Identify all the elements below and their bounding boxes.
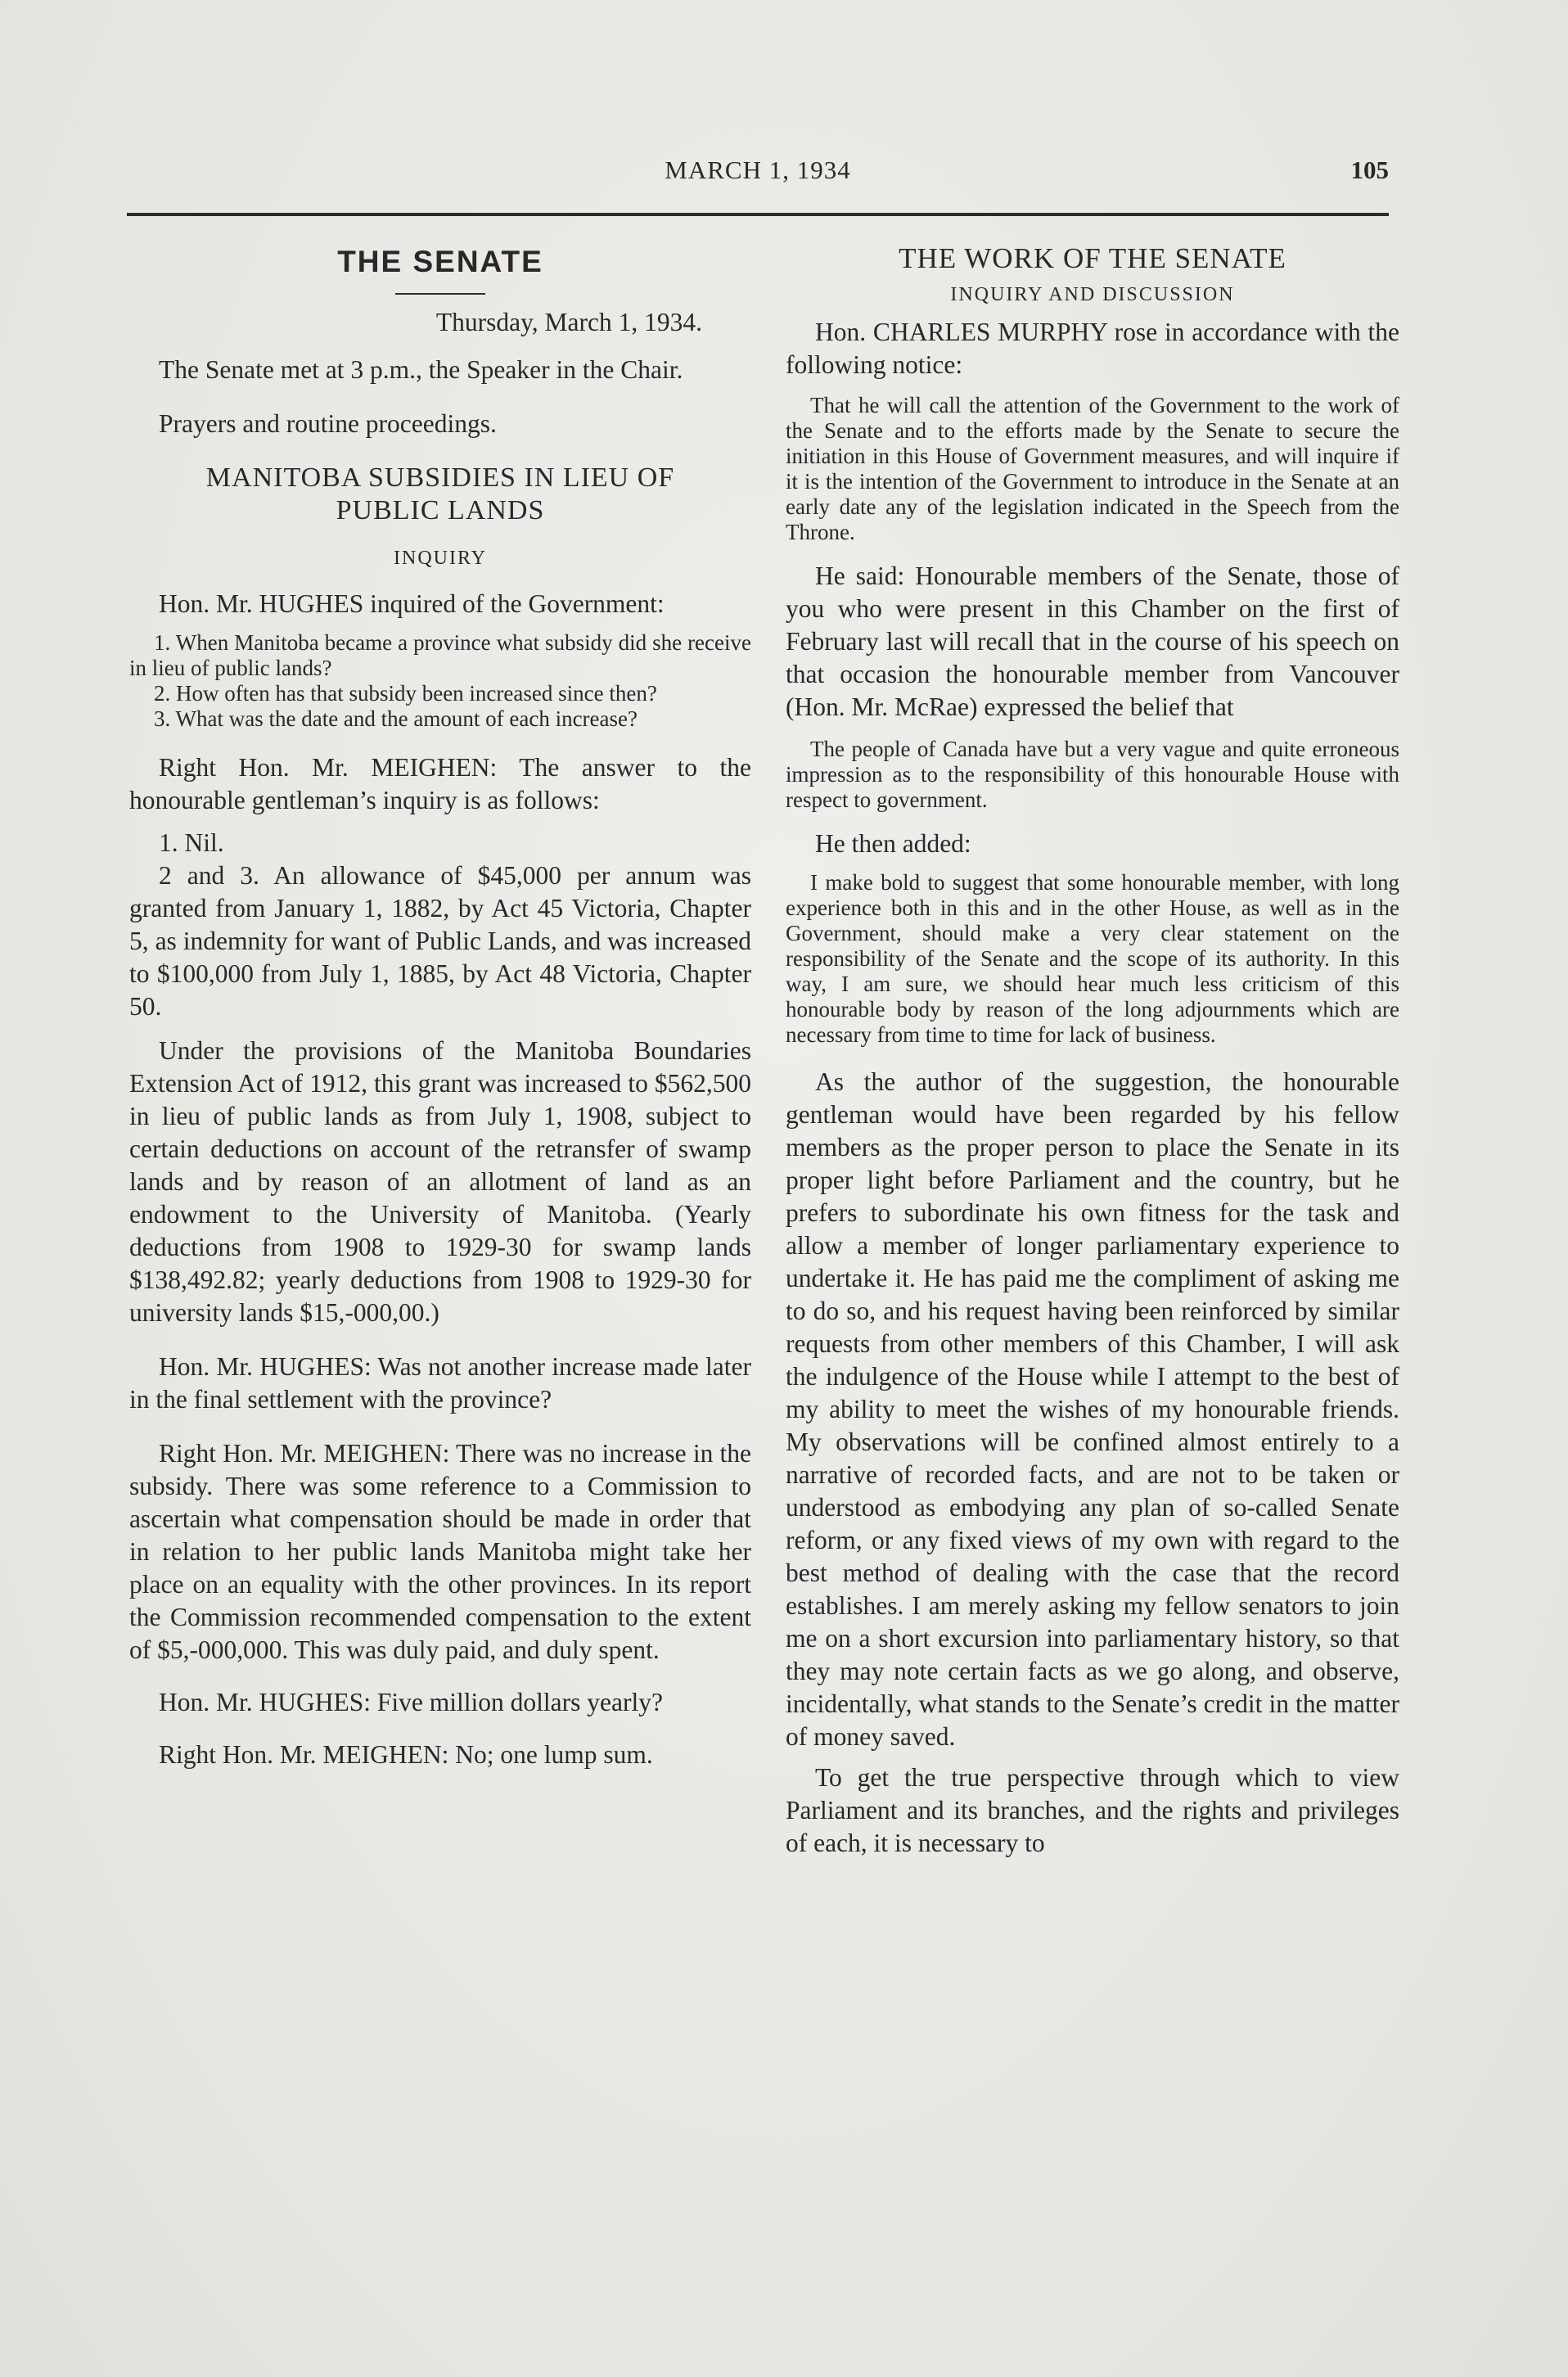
- people-quote-text: The people of Canada have but a very vague and quite erroneous impression as to the responsibility of this honourable House with respect to government.: [786, 737, 1399, 812]
- murphy-rose-paragraph: Hon. CHARLES MURPHY rose in accordance with the following notice:: [786, 318, 1399, 379]
- he-added-paragraph: He then added:: [815, 829, 971, 858]
- meighen-answer-paragraph: Right Hon. Mr. MEIGHEN: The answer to the honourable gentleman’s inquiry is as follows:: [129, 753, 751, 814]
- inquiry-heading: INQUIRY: [394, 548, 487, 569]
- hughes-another-paragraph: Hon. Mr. HUGHES: Was not another increase made later in the final settlement with the province?: [129, 1352, 751, 1414]
- question-1: 1. When Manitoba became a province what subsidy did she receive in lieu of public lands?: [129, 630, 751, 680]
- perspective-paragraph: To get the true perspective through which to view Parliament and its branches, and the rights and privileges of each, it is necessary to: [786, 1763, 1399, 1857]
- he-said-paragraph: He said: Honourable members of the Senate, those of you who were present in this Chamber on the first of February last will recall that in the course of his speech on that occasion the honourable member from Vancouver (Hon. Mr. McRae) expressed the belief that: [786, 562, 1399, 721]
- notice-block: [786, 393, 1399, 545]
- answer-1: 1. Nil.: [159, 828, 224, 857]
- right-column: [786, 237, 1399, 1860]
- work-of-senate-title: THE WORK OF THE SENATE: [899, 242, 1286, 274]
- bold-quote-text: I make bold to suggest that some honourable member, with long experience both in this and in the other House, as well as in the Government, should make a very clear statement on the responsibility of the Senate and the scope of its authority. In this way, I am sure, we should hear much less criticism of this honourable body by reason of the long adjournments which are necessary from time to time for lack of business.: [786, 870, 1399, 1047]
- bold-quote-block: [786, 870, 1399, 1048]
- question-2: 2. How often has that subsidy been increased since then?: [154, 681, 657, 706]
- header-rule: [127, 213, 1389, 216]
- page-header: [127, 156, 1389, 192]
- title-divider: [395, 293, 485, 295]
- author-paragraph: As the author of the suggestion, the honourable gentleman would have been regarded by his fellow members as the proper person to place the Senate in its proper light before Parliament and the country, but he prefers to subordinate his own fitness for the task and allow a member of longer parliamentary experience to undertake it. He has paid me the compliment of asking me to do so, and his request having been reinforced by similar requests from other members of this Chamber, I will ask the indulgence of the House while I attempt to the best of my ability to meet the wishes of my honourable friends. My observations will be confined almost entirely to a narrative of recorded facts, and are not to be taken or understood as embodying any plan of so-called Senate reform, or any fixed views of my own with regard to the best method of dealing with the case that the record establishes. I am merely asking my fellow senators to join me on a short excursion into parliamentary history, so that they may note certain facts as we go along, and observe, incidentally, what stands to the Senate’s credit in the matter of money saved.: [786, 1067, 1399, 1751]
- hughes-five-million-paragraph: Hon. Mr. HUGHES: Five million dollars yearly?: [159, 1688, 663, 1716]
- page-number: 105: [1350, 156, 1389, 184]
- header-date: MARCH 1, 1934: [665, 156, 851, 184]
- people-quote-block: [786, 737, 1399, 813]
- prayers-paragraph: Prayers and routine proceedings.: [159, 409, 497, 438]
- meeting-paragraph: The Senate met at 3 p.m., the Speaker in the Chair.: [159, 355, 683, 384]
- left-column: [129, 237, 751, 1771]
- inquiry-questions: [129, 630, 751, 732]
- manitoba-section-title: MANITOBA SUBSIDIES IN LIEU OF PUBLIC LANDS: [205, 462, 675, 525]
- meighen-lump-sum-paragraph: Right Hon. Mr. MEIGHEN: No; one lump sum.: [159, 1740, 653, 1769]
- date-line: Thursday, March 1, 1934.: [435, 308, 702, 336]
- question-3: 3. What was the date and the amount of each increase?: [154, 706, 638, 731]
- inquiry-discussion-heading: INQUIRY AND DISCUSSION: [950, 284, 1235, 305]
- meighen-no-increase-paragraph: Right Hon. Mr. MEIGHEN: There was no increase in the subsidy. There was some reference to a Commission to ascertain what compensation should be made in order that in relation to her public lands Manitoba might take her place on an equality with the other provinces. In its report the Commission recommended compensation to the extent of $5,-000,000. This was duly paid, and duly spent.: [129, 1439, 751, 1664]
- senate-title: THE SENATE: [337, 245, 543, 278]
- provisions-paragraph: Under the provisions of the Manitoba Boundaries Extension Act of 1912, this grant was increased to $562,500 in lieu of public lands as from July 1, 1908, subject to certain deductions on account of the retransfer of swamp lands and by reason of an allotment of land as an endowment to the University of Manitoba. (Yearly deductions from 1908 to 1929-30 for swamp lands $138,492.82; yearly deductions from 1908 to 1929-30 for university lands $15,-000,00.): [129, 1036, 751, 1327]
- hughes-inquiry-paragraph: Hon. Mr. HUGHES inquired of the Government:: [159, 589, 665, 618]
- notice-text: That he will call the attention of the Government to the work of the Senate and to the efforts made by the Senate to secure the initiation in this House of Government measures, and will inquire if it is the intention of the Government to introduce in the Senate at an early date any of the legislation indicated in the Speech from the Throne.: [786, 393, 1399, 544]
- answer-2-3: 2 and 3. An allowance of $45,000 per annum was granted from January 1, 1882, by Act 45 Victoria, Chapter 5, as indemnity for want of Public Lands, and was increased to $100,000 from July 1, 1885, by Act 48 Victoria, Chapter 50.: [129, 861, 751, 1021]
